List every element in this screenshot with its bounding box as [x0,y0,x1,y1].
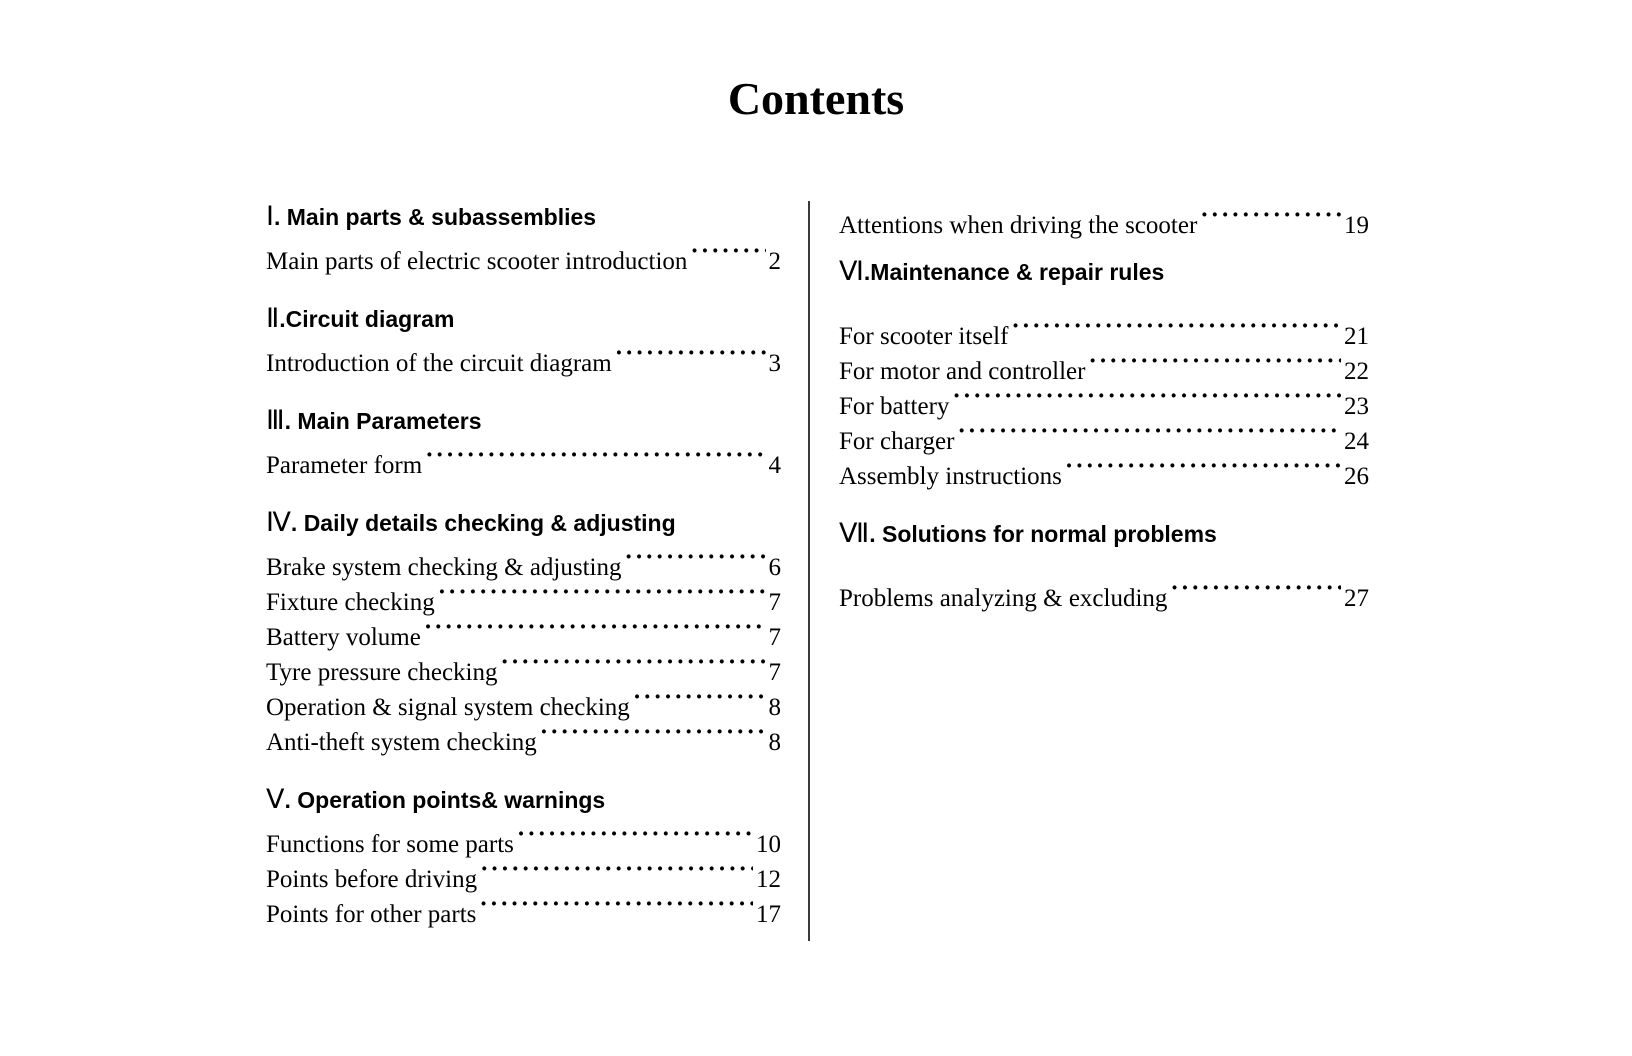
section-heading-1 [266,198,781,234]
entry-label: Main parts of electric scooter introduction [266,248,688,275]
dot-leader [690,234,765,269]
dot-leader [957,414,1341,449]
dot-leader [1011,309,1341,344]
entry-page: 7 [768,624,781,651]
entry-label: Assembly instructions [839,463,1062,490]
toc-entry[interactable] [266,234,781,275]
toc-entry[interactable] [266,438,781,479]
dot-leader [517,817,753,852]
entry-page: 3 [768,350,781,377]
toc-entry[interactable] [266,540,781,581]
dot-leader [438,575,766,610]
entry-label: For motor and controller [839,358,1086,385]
section-title: . Main Parameters [284,408,482,434]
entry-label: Tyre pressure checking [266,659,498,686]
dot-leader [1088,344,1341,379]
entry-page: 27 [1344,585,1369,612]
section-heading-4 [266,504,781,540]
entry-page: 12 [756,866,781,893]
section-title: .Maintenance & repair rules [863,259,1165,285]
left-column [266,198,781,928]
dot-leader [480,852,753,887]
section-numeral: Ⅵ [839,256,864,286]
section-heading-6 [839,253,1369,289]
entry-label: Points for other parts [266,901,477,928]
entry-label: Introduction of the circuit diagram [266,350,612,377]
page-title: Contents [727,73,905,124]
toc-entry[interactable] [266,336,781,377]
entry-page: 19 [1344,212,1369,239]
section-heading-2 [266,300,781,336]
toc-entry[interactable] [839,309,1369,350]
section-numeral: Ⅲ [266,405,285,435]
dot-leader [424,610,766,645]
entry-label: For scooter itself [839,323,1009,350]
entry-label: Problems analyzing & excluding [839,585,1168,612]
column-divider [808,201,810,941]
section-heading-5 [266,781,781,817]
dot-leader [425,438,765,473]
toc-entry[interactable] [839,198,1369,239]
entry-label: Brake system checking & adjusting [266,554,622,581]
section-heading-7 [839,515,1369,551]
dot-leader [1200,198,1341,233]
entry-page: 26 [1344,463,1369,490]
toc-entry[interactable] [266,817,781,858]
section-title: . Solutions for normal problems [869,521,1217,547]
dot-leader [1170,571,1341,606]
entry-page: 8 [768,729,781,756]
entry-label: Anti-theft system checking [266,729,537,756]
entry-label: Operation & signal system checking [266,694,630,721]
entry-label: Functions for some parts [266,831,514,858]
entry-label: For battery [839,393,950,420]
entry-page: 4 [768,452,781,479]
section-numeral: Ⅶ [839,518,870,548]
dot-leader [952,379,1341,414]
section-numeral: Ⅱ [266,303,280,333]
section-title: . Daily details checking & adjusting [290,510,676,536]
entry-page: 6 [768,554,781,581]
section-numeral: Ⅳ [266,507,291,537]
entry-page: 21 [1344,323,1369,350]
dot-leader [500,645,765,680]
entry-page: 2 [768,248,781,275]
section-heading-3 [266,402,781,438]
toc-entry[interactable] [839,571,1369,612]
entry-label: For charger [839,428,955,455]
section-title: . Operation points& warnings [284,787,606,813]
entry-page: 22 [1344,358,1369,385]
right-column [839,198,1369,612]
entry-label: Attentions when driving the scooter [839,212,1198,239]
entry-page: 17 [756,901,781,928]
section-numeral: Ⅰ [266,201,274,231]
entry-page: 7 [768,659,781,686]
dot-leader [633,680,766,715]
entry-page: 10 [756,831,781,858]
dot-leader [1065,449,1341,484]
section-title: . Main parts & subassemblies [273,204,597,230]
entry-label: Points before driving [266,866,478,893]
dot-leader [479,887,753,922]
entry-page: 23 [1344,393,1369,420]
entry-label: Parameter form [266,452,423,479]
dot-leader [615,336,766,371]
entry-label: Battery volume [266,624,421,651]
section-title: .Circuit diagram [279,306,455,332]
dot-leader [540,715,766,750]
entry-page: 24 [1344,428,1369,455]
entry-label: Fixture checking [266,589,435,616]
entry-page: 7 [768,589,781,616]
dot-leader [624,540,765,575]
entry-page: 8 [768,694,781,721]
section-numeral: Ⅴ [266,784,285,814]
